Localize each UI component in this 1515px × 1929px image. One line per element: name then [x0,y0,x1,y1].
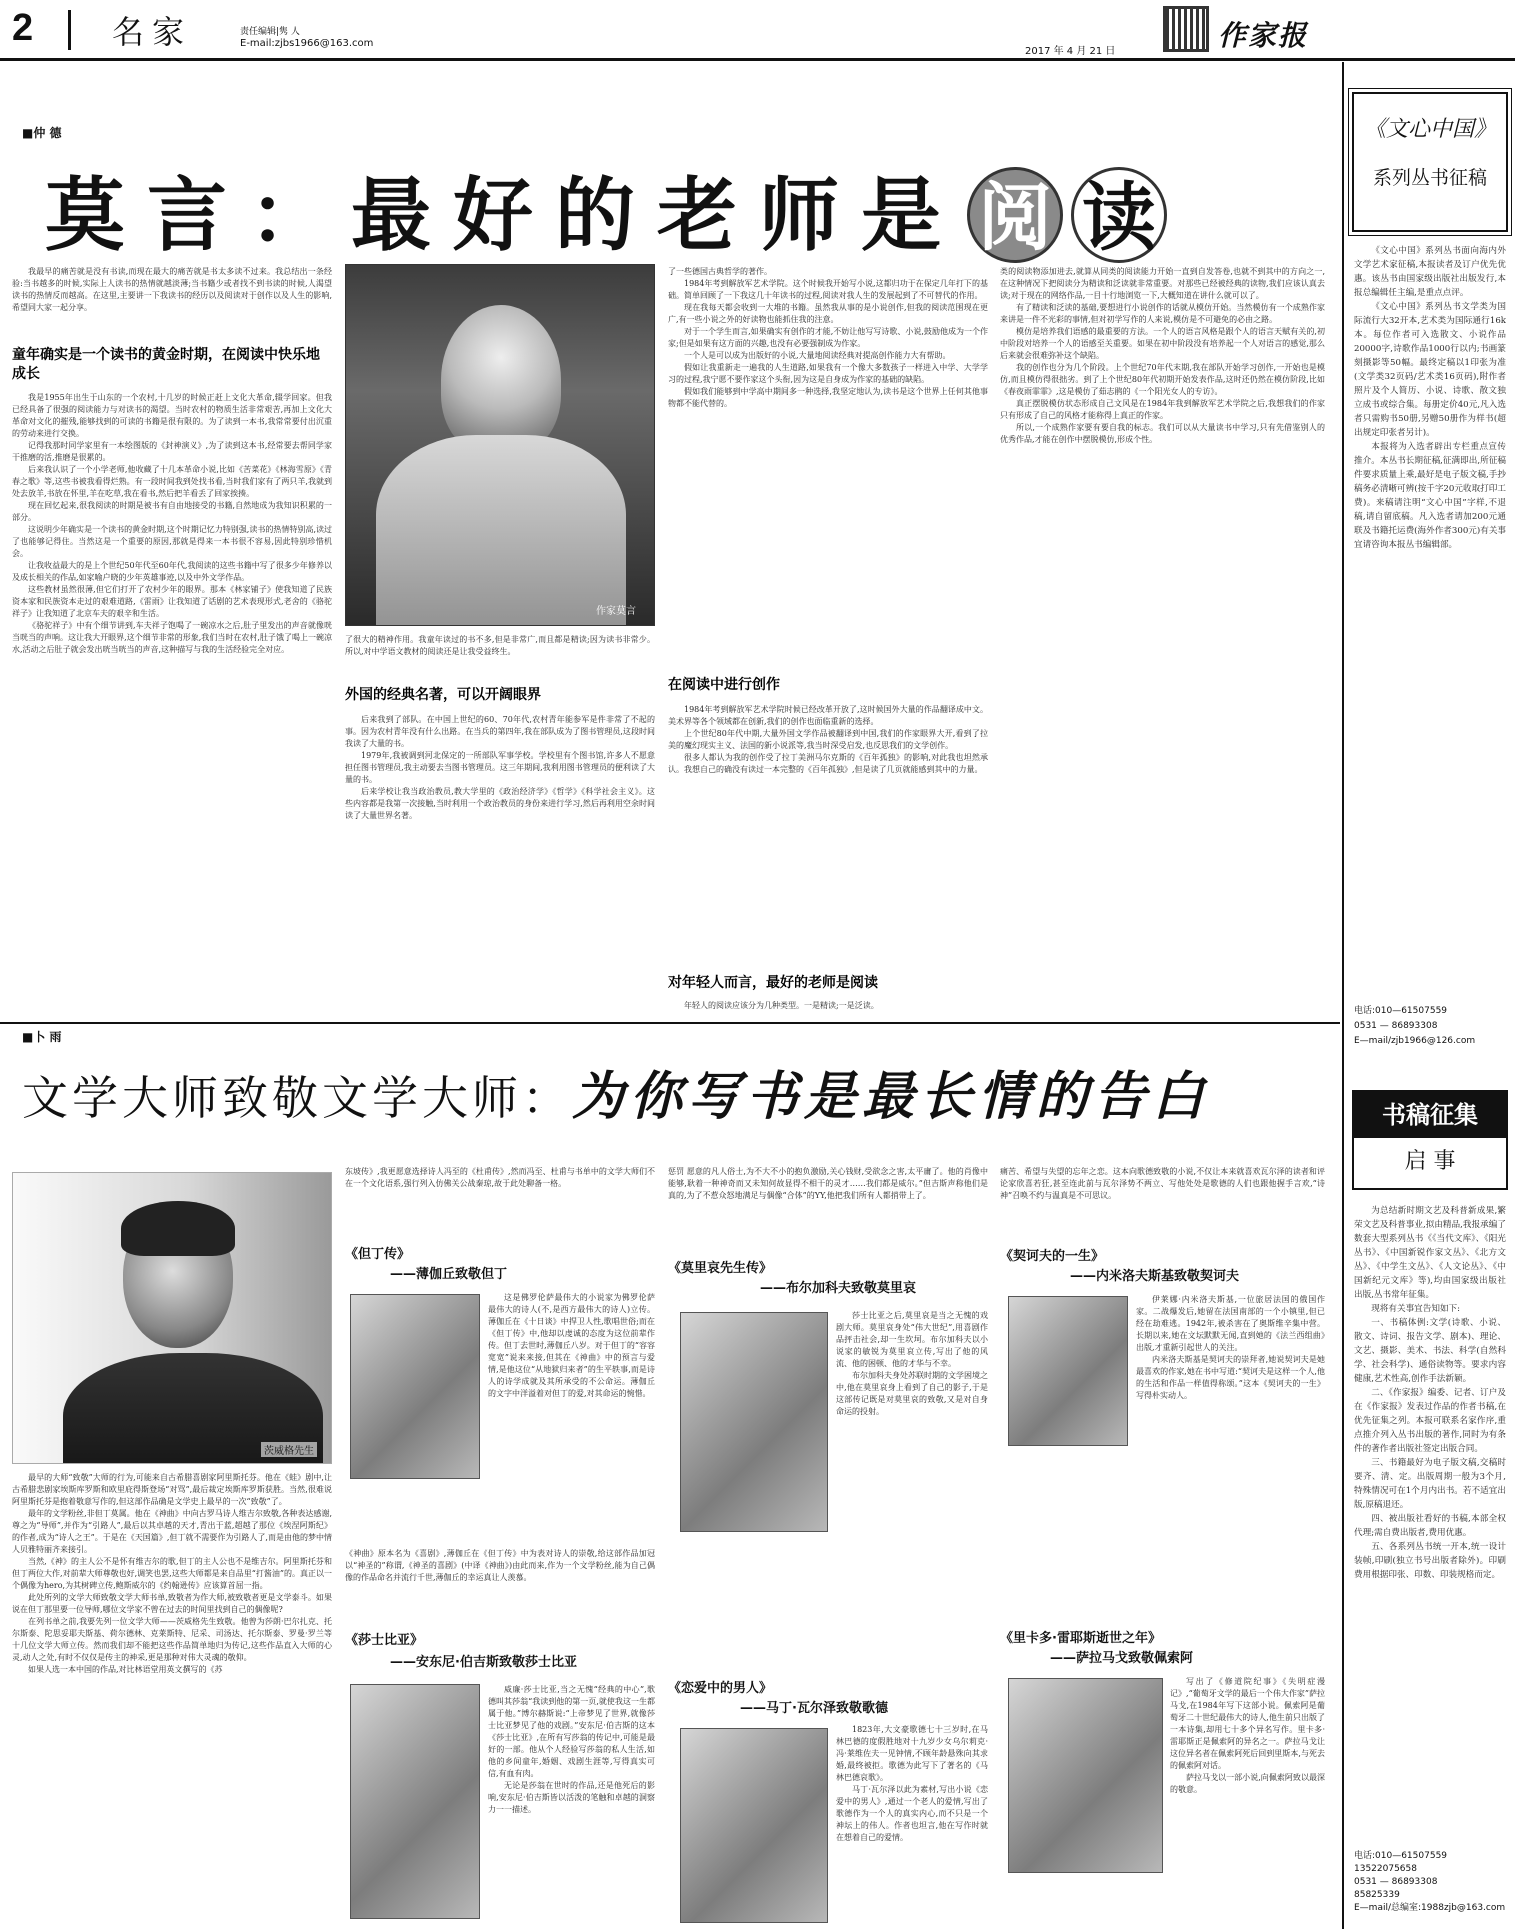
book-5-cover [1008,1296,1128,1446]
paragraph: 如果人选一本中国的作品,对比林语堂用英文撰写的《苏 [28,1665,223,1674]
book-6-subtitle: ——萨拉马戈致敬佩索阿 [1050,1651,1194,1666]
book-1-title: 《但丁传》 [345,1247,411,1262]
notice-2-phone-4: 85825339 [1354,1890,1400,1900]
paragraph: 1984年考到解放军艺术学院。这个时候我开始写小说,这都归功于在保定几年打下的基础。简单回顾了一下我这几十年读书的过程,阅读对我人生的发展起到了不可替代的作用。 [668,279,988,300]
book-5-subtitle: ——内米洛夫斯基致敬契诃夫 [1070,1269,1240,1284]
paragraph: 内米洛夫斯基是契诃夫的崇拜者,她说契诃夫是她最喜欢的作家,她在书中写道:“契诃夫是这样一个人,他的生活和作品一样值得称颂。”这本《契诃夫的一生》写得朴实动人。 [1136,1355,1325,1400]
paragraph: 模仿是培养我们语感的最重要的方法。一个人的语言风格是跟个人的语言天赋有关的,初中阶段对培养一个人的语感至关重要。如果在初中阶段没有培养起一个人对语言的感觉,那么后来就会很难弥补这个缺陷。 [1000,327,1325,360]
paragraph: 1823年,大文豪歌德七十三岁时,在马林巴德的度假胜地对十九岁少女乌尔莉克·冯·莱维佐夫一见钟情,不顾年龄悬殊向其求婚,最终被拒。歌德为此写下了著名的《马林巴德哀歌》。 [836,1725,988,1782]
paragraph: 现将有关事宜告知如下: [1371,1304,1461,1314]
paragraph: 当然,《神》的主人公不是怀有维吉尔的歌,但丁的主人公也不是维吉尔。阿里斯托芬和但丁两位大作,对前辈大师尊敬也好,调笑也罢,这些大师都是来自品里“打酱油”的。真正以一个偶像为hero,为其树碑立传,鲍斯威尔的《约翰逊传》应该算首屈一指。 [12,1557,332,1590]
paragraph: 二、《作家报》编委、记者、订户及在《作家报》发表过作品的作者书稿,在优先征集之列。本报可联系名家作序,重点推介列入丛书出版的著作,同时为有条件的著作者出版社签定出版合同。 [1354,1388,1506,1454]
article-1-col-4 [1000,266,1325,1014]
article-1-subhead-4: 对年轻人而言，最好的老师是阅读 [668,975,878,991]
book-1-cover [350,1294,480,1479]
paragraph: 真正摆脱模仿状态形成自己文风是在1984年我到解放军艺术学院之后,我想我们的作家只有形成了自己的风格才能称得上真正的作家。 [1000,399,1325,420]
paragraph: 后来我认识了一个小学老师,他收藏了十几本革命小说,比如《苦菜花》《林海雪原》《青春之歌》等,这些书被我看得烂熟。有一段时间我到处找书看,当时我们家有了两只羊,我就到处去放羊,书放在怀里,羊在吃草,我在看书,然后把羊看丢了回家挨揍。 [12,465,332,498]
paragraph: 很多人都认为我的创作受了拉丁美洲马尔克斯的《百年孤独》的影响,对此我也坦然承认。我想自己的确没有读过一本完整的《百年孤独》,但是读了几页就能感到其中的力量。 [668,753,988,774]
paragraph: 写出了《修道院纪事》《失明症漫记》,“葡萄牙文学的最后一个伟大作家”萨拉马戈,在1984年写下这部小说。佩索阿是葡萄牙二十世纪最伟大的诗人,他生前只出版了一本诗集,却用七十多个异名写作。里卡多·雷耶斯正是佩索阿的异名之一。萨拉马戈让这位异名者在佩索阿死后回到里斯本,与死去的佩索阿对话。 [1170,1677,1325,1770]
paragraph: 萨拉马戈以一部小说,向佩索阿致以最深的敬意。 [1170,1773,1325,1794]
paragraph: 这说明少年确实是一个读书的黄金时期,这个时期记忆力特别强,读书的热情特别高,读过了也能够记得住。当然这是一个重要的原因,那就是得来一本书很不容易,因此特别珍惜机会。 [12,525,332,558]
article-1-col-2-top [345,634,655,674]
paragraph: 有了精读和泛读的基础,要想进行小说创作的话就从模仿开始。当然模仿有一个成熟作家来讲是一件不光彩的事情,但对初学写作的人来说,模仿是不可避免的必由之路。 [1000,303,1325,324]
photo-hair-icon [121,1201,235,1256]
paragraph: 在列书单之前,我要先列一位文学大师——茨威格先生致敬。他曾为莎朗·巴尔扎克、托尔斯泰、陀思妥耶夫斯基、荷尔德林、克莱斯特、尼采、司汤达、托尔斯泰、罗曼·罗兰等十几位文学大师立传。然而我们却不能把这些作品简单地归为传记,这些作品直入大师的心灵,动人之处,有时不仅仅是传主的神采,更是那种对伟大灵魂的敬仰。 [12,1617,332,1662]
article-1-author: ■仲 德 [22,126,62,140]
paragraph: 《骆驼祥子》中有个细节讲到,车夫祥子饱喝了一碗凉水之后,肚子里发出的声音就像咣当咣当的声响。这让我大开眼界,这个细节非常的形象,我们当时在农村,肚子饿了喝上一碗凉水,活动之后肚子就会发出咣当咣当的声音,这种描写与我的生活经验完全对应。 [12,621,332,654]
book-6-text [1170,1676,1325,1924]
book-1-text [488,1292,655,1542]
paper-name-logo: 作家报 [1218,19,1309,52]
paragraph: 我的创作也分为几个阶段。上个世纪70年代末期,我在部队开始学习创作,一开始也是模仿,而且模仿得很拙劣。到了上个世纪80年代初期开始发表作品,这时还仍然在模仿阶段,比如《春夜雨霏霏》,这是模仿了茹志鹃的《一个阳光女人的专访》。 [1000,363,1325,396]
paragraph: 1984年考到解放军艺术学院时候已经改革开放了,这时候国外大量的作品翻译成中文。美术界等各个领域都在创新,我们的创作也面临重新的选择。 [668,705,988,726]
sidebar-rule [1342,62,1344,1929]
article-2-col-4-top: 痛苦、希望与失望的忘年之恋。这本向歌德致敬的小说,不仅让本来就喜欢瓦尔泽的读者和评论家欣喜若狂,甚至连此前与瓦尔泽势不两立、写他处处是歌德的人们也跟他握手言欢,“诗神”召唤不约与温真是不可思议。 [1000,1167,1325,1200]
book-2-cover [350,1684,480,1919]
paragraph: 后来我到了部队。在中国上世纪的60、70年代,农村青年能参军是件非常了不起的事。因为农村青年没有什么出路。在当兵的第四年,我在部队成为了图书管理员,这段时间我读了大量的书。 [345,715,655,748]
paragraph: 最早的大师“致敬”大师的行为,可能来自古希腊喜剧家阿里斯托芬。他在《蛙》剧中,让古希腊悲剧家埃斯库罗斯和欧里庇得斯登场“对骂”,最后裁定埃斯库罗斯获胜。当然,很难说阿里斯托芬是抱着敬意写作的,但这部作品确是文学史上最早的一次“致敬”了。 [12,1473,332,1506]
article-2-col-1 [12,1472,332,1924]
paragraph: 这是佛罗伦萨最伟大的小说家为佛罗伦萨最伟大的诗人(不,是西方最伟大的诗人)立传。薄伽丘在《十日谈》中捍卫人性,歌唱世俗;而在《但丁传》中,他却以虔诚的态度为这位前辈作传。但丁去世时,薄伽丘八岁。对于但丁的“容容宽宽”说来来接,但其在《神曲》中的预言与爱情,是他这位“从地狱归来者”的生平轶事,而是诗人的诗学成就及其所承受的不公命运。薄伽丘的文字中洋溢着对但丁的爱,对其命运的惋惜。 [488,1293,655,1398]
paragraph: 威廉·莎士比亚,当之无愧“经典的中心”,歌德叫其莎翁“我读到他的第一页,就使我这一生都属于他。”博尔赫斯说:“上帝梦见了世界,就像莎士比亚梦见了他的戏剧。”安东尼·伯吉斯的这本《莎士比亚》,在所有写莎翁的传记中,可能是最好的一部。他从个人经验写莎翁的私人生活,如他的乡间童年,婚姻、戏剧生涯等,写得真实可信,有血有肉。 [488,1685,655,1778]
paragraph: 1979年,我被调到河北保定的一所部队军事学校。学校里有个图书馆,许多人不愿意担任图书管理员,我主动要去当图书管理员。这三年期间,我利用图书管理员的便利读了大量的书。 [345,751,655,784]
article-2-title-a: 文学大师致敬文学大师： [22,1071,572,1125]
notice-1-phone-2: 0531 — 86893308 [1354,1021,1438,1031]
paragraph: 无论是莎翁在世时的作品,还是他死后的影响,安东尼·伯吉斯皆以活泼的笔触和卓越的洞察力一一描述。 [488,1781,655,1814]
notice-2-title-a: 书稿征集 [1354,1092,1506,1138]
notice-2-body [1354,1204,1506,1844]
article-1-col-3-end: 年轻人的阅读应该分为几种类型。一是精读;一是泛读。 [684,1001,879,1010]
paragraph: 对于一个学生而言,如果确实有创作的才能,不妨让他写写诗歌、小说,鼓励他成为一个作家;但是如果有这方面的兴趣,也没有必要强制成为作家。 [668,327,988,348]
book-4-subtitle: ——马丁·瓦尔泽致敬歌德 [740,1701,888,1716]
book-2-text [488,1684,655,1924]
book-1-subtitle: ——薄伽丘致敬但丁 [390,1267,508,1282]
article-1-title-main: 莫言：最好的老师是 [45,168,963,262]
article-2 [0,1024,1340,1929]
paragraph: 一个人是可以成为出版好的小说,大量地阅读经典对提高创作能力大有帮助。 [684,351,951,360]
paragraph: 马丁·瓦尔泽以此为素材,写出小说《恋爱中的男人》,通过一个老人的爱情,写出了歌德作为一个人的真实内心,而不只是一个神坛上的伟人。作者也坦言,他在写作时就在想着自己的爱情。 [836,1785,988,1842]
paragraph: 四、被出版社看好的书稿,本部全权代理;需自费出版者,费用优惠。 [1354,1514,1506,1538]
book-4-title: 《恋爱中的男人》 [668,1681,773,1696]
book-6-title: 《里卡多·雷耶斯逝世之年》 [1000,1631,1161,1646]
paragraph: 了一些德国古典哲学的著作。 [668,267,772,276]
photo-figure-icon [441,305,561,455]
article-1-subhead-2: 外国的经典名著，可以开阔眼界 [345,687,541,703]
paragraph: 我是1955年出生于山东的一个农村,十几岁的时候正赶上文化大革命,辍学回家。但我已经具备了很强的阅读能力与对读书的渴望。当时农村的物质生活非常艰苦,再加上文化大革命对文化的摧残,能够找到的可读的书籍是很有限的。为了读到一本书,我常常要付出沉重的劳动来进行交换。 [12,393,332,438]
paragraph: 了很大的精神作用。我童年读过的书不多,但是非常广,而且都是精读;因为读书非常少。所以,对中学语文教材的阅读还是让我受益终生。 [345,635,655,656]
notice-2-contact [1354,1850,1506,1915]
paragraph: 五、各系列丛书统一开本,统一设计装帧,印刷(独立书号出版者除外)。印刷费用根据印张、印数、印装规格而定。 [1354,1542,1506,1580]
paragraph: 三、书籍最好为电子版文稿,交稿时要齐、清、定。出版周期一般为3个月,特殊情况可在1个月内出书。若不适宜出版,原稿退还。 [1354,1458,1506,1510]
page-number: 2 [12,7,34,49]
photo-shirt-icon [376,435,626,626]
paragraph: 伊莱娜·内米洛夫斯基,一位旅居法国的俄国作家。二战爆发后,她留在法国南部的一个小镇里,但已经在劫难逃。1942年,被杀害在了奥斯维辛集中营。长期以来,她在文坛默默无闻,直到她的《法兰西组曲》出版,才重新引起世人的关注。 [1136,1295,1325,1352]
notice-1-title-box [1352,92,1508,232]
paragraph: 假如让我重新走一遍我的人生道路,如果我有一个像大多数孩子一样进入中学、大学学习的过程,我宁愿不要作家这个头衔,因为这是自身成为作家的基础的缺陷。 [668,363,988,384]
book-3-cover [680,1312,828,1532]
paragraph: 让我收益最大的是上个世纪50年代至60年代,我阅读的这些书籍中写了很多少年修养以及成长相关的作品,如家喻户晓的少年英雄事迹,以及中外文学作品。 [12,561,332,582]
book-5-title: 《契诃夫的一生》 [1000,1249,1105,1264]
mo-yan-photo [345,264,655,626]
page-header [0,0,1515,62]
notice-1-contact [1354,1004,1506,1049]
article-1-col-2 [345,714,655,1012]
zweig-photo [12,1172,332,1464]
paragraph: 类的阅读物添加进去,就算从同类的阅读能力开始一直到自发答卷,也就不到其中的方向之一,在这种情况下把阅读分为精读和泛读就非常重要。对那些已经被经典的读物,我们应该认真去读;对于现在的网络作品,一目十行地浏览一下,大概知道在讲什么就可以了。 [1000,267,1325,300]
notice-1-title-a: 《文心中国》 [1363,117,1496,142]
book-4-text [836,1724,988,1924]
paragraph: 最年的文学粉丝,非但丁莫属。他在《神曲》中向古罗马诗人维吉尔致敬,各种表达感谢,尊之为“导师”,并作为“引路人”,最后以其卓越的天才,青出于蓝,超越了那位《埃涅阿斯纪》的作者,成为“诗人之王”。于是在《天国篇》,但丁就不需要作为引路人了,而是由他的梦中情人贝雅特丽齐来接引。 [12,1509,332,1554]
paragraph: 上个世纪80年代中期,大量外国文学作品被翻译到中国,我们的作家眼界大开,看到了拉美的魔幻现实主义、法国的新小说派等,我当时深受启发,也反思我们的文学创作。 [668,729,988,750]
book-4-cover [680,1728,828,1923]
paragraph: 所以,一个成熟作家要有要自我的标志。我们可以从大量读书中学习,只有先借鉴别人的优秀作品,才能在创作中摆脱模仿,形成个性。 [1000,423,1325,444]
article-1-col-3 [668,704,988,962]
header-rule [0,58,1515,61]
paragraph: 后来学校让我当政治教员,教大学里的《政治经济学》《哲学》《科学社会主义》。这些内容都是我第一次接触,当时利用一个政治教员的身份来进行学习,然后再利用空余时间读了大量世界名著。 [345,787,655,820]
paragraph: 莎士比亚之后,莫里哀是当之无愧的戏剧大师。莫里哀身处“伟大世纪”,用喜剧作品抨击社会,却一生坎坷。布尔加科夫以小说家的敏锐为莫里哀立传,写出了他的风流、他的困顿、他的才华与不幸。 [836,1311,988,1368]
notice-2-title-b: 启 事 [1404,1149,1456,1174]
notice-1-email: E—mail/zjb1966@126.com [1354,1036,1476,1046]
article-1-subhead-3: 在阅读中进行创作 [668,677,780,693]
book-3-subtitle: ——布尔加科夫致敬莫里哀 [760,1281,917,1296]
article-2-col-2-top: 东坡传》,我更愿意选择诗人冯至的《杜甫传》,然而冯至、杜甫与书单中的文学大师们不在一个文化语系,强行列入仿佛关公战秦琼,故于此处聊备一格。 [345,1167,655,1188]
paragraph: 现在回忆起来,很我阅读的时期是被书有自由地接受的书籍,自然地成为我知识积累的一部分。 [12,501,332,522]
article-1-col-3-top [668,266,988,666]
notice-2-email: E—mail/总编室:1988zjb@163.com [1354,1903,1506,1913]
paragraph: 现在我每天都会收到一大堆的书籍。虽然我从事的是小说创作,但我的阅读范围现在更广,有一些小说之外的好读物也能抓住我的注意。 [668,303,988,324]
section-title: 名家 [112,13,193,51]
header-divider [68,10,71,50]
book-5-text [1136,1294,1325,1614]
book-2-title: 《莎士比亚》 [345,1633,424,1648]
paragraph: 为总结新时期文艺及科普新成果,繁荣文艺及科普事业,拟由精品,我报承编了数套大型系列丛书《《当代文库》、《阳光丛书》、《中国新锐作家文丛》、《北方文丛》、《中学生文丛》、《人文论丛》、《中国新纪元文库》等),均由国家级出版社出版,丛书常年征集。 [1354,1206,1506,1300]
notice-2-phone: 电话:010—61507559 [1354,1851,1448,1861]
notice-1-phone: 电话:010—61507559 [1354,1006,1448,1016]
paragraph: 《文心中国》系列丛书文学类为国际流行大32开本,艺术类为国际通行16k本。每位作者可入选散文、小说作品20000字,诗歌作品1000行以内;书画篆刻摄影等50幅。最终定稿以1印张为准(文学类32页码/艺术类16页码),附作者照片及个人简历、小说、诗歌、散文独立成书或综合集。每册定价40元,凡入选者只需购书50册,另赠50册作为样书(超出规定印张者另计)。 [1354,302,1506,438]
article-2-author: ■卜 雨 [22,1030,62,1044]
editor-credit: 责任编辑|隽 人 [240,27,300,37]
notice-2-phone-2: 13522075658 [1354,1864,1417,1874]
paragraph: 假如我们能够到中学高中期间多一种选择,我坚定地认为,读书是这个世界上任何其他事物都不能代替的。 [668,387,988,408]
qr-code-icon [1163,6,1209,52]
issue-date: 2017 年 4 月 21 日 [1025,46,1116,57]
article-1-col-1 [12,392,332,1012]
notice-2-title-box [1352,1090,1508,1190]
book-6-cover [1008,1678,1163,1873]
paragraph: 布尔加科夫身处苏联时期的文学困境之中,他在莫里哀身上看到了自己的影子,于是这部传记既是对莫里哀的致敬,又是对自身命运的投射。 [836,1371,988,1416]
editor-email: E-mail:zjbs1966@163.com [240,38,374,49]
notice-2-phone-3: 0531 — 86893308 [1354,1877,1438,1887]
paragraph: 这些教材虽然很薄,但它们打开了农村少年的眼界。那本《林家铺子》使我知道了民族资本家和民族资本走过的艰难道路,《雷雨》让我知道了话剧的艺术表现形式,老舍的《骆驼祥子》让我知道了北京车夫的艰辛和生活。 [12,585,332,618]
article-1 [0,62,1340,1020]
notice-1-title-b: 系列丛书征稿 [1372,167,1487,189]
sidebar [1348,62,1512,1922]
article-2-title-b: 为你写书是最长情的告白 [572,1066,1211,1127]
paragraph: 此处所列的文学大师致敬文学大师书单,致敬者为作大师,被致敬者更是文学泰斗。如果说在但丁那里要一位导师,哪位文学家不曾在过去的时间里找到自己的偶像呢? [12,1593,332,1614]
notice-1-body [1354,244,1506,1002]
book-1-tail: 《神曲》原本名为《喜剧》,薄伽丘在《但丁传》中为表对诗人的崇敬,给这部作品加冠以“神圣的”称谓,《神圣的喜剧》(中译《神曲》)由此而来,作为一个文学粉丝,能为自己偶像的作品命名并流行千世,薄伽丘的幸运真让人羡慕。 [345,1549,655,1582]
article-2-title [22,1062,1210,1133]
book-3-title: 《莫里哀先生传》 [668,1261,773,1276]
article-1-title [45,160,1167,270]
article-1-lead: 我最早的痛苦就是没有书读,而现在最大的痛苦就是书太多读不过来。我总结出一条经验:当书越多的时候,实际上人读书的热情就越淡薄;当书籍少或者找不到书读的时候,人渴望读书的热情反而越高。在这里,主要讲一下我读书的经历以及阅读对于创作以及人生的影响,希望同大家一起分享。 [12,267,332,312]
paragraph: 一、书稿体例:文学(诗歌、小说、散文、诗词、报告文学、剧本)、理论、文艺、摄影、美术、书法、科学(自然科学、社会科学)、通俗读物等。要求内容健康,艺术性高,创作手法新颖。 [1354,1318,1506,1384]
paragraph: 记得我那时同学家里有一本绘图版的《封神演义》,为了读到这本书,经常要去帮同学家干推磨的活,推磨是很累的。 [12,441,332,462]
paragraph: 本报将为入选者辟出专栏重点宣传推介。本丛书长期征稿,征满即出,所征稿件要求质量上乘,最好是电子版文稿,手抄稿务必清晰可辨(按千字20元收取打印工费)。来稿请注明“文心中国”字样,不退稿,请自留底稿。凡入选者请加200元通联及书籍托运费(海外作者300元)有关事宜请咨询本报丛书编辑部。 [1354,442,1506,550]
photo-caption: 作家莫言 [596,606,636,617]
article-1-subhead-1: 童年确实是一个读书的黄金时期，在阅读中快乐地成长 [12,347,320,382]
photo-caption: 茨威格先生 [261,1442,317,1457]
title-circle-char-2: 读 [1071,167,1167,263]
book-2-subtitle: ——安东尼·伯吉斯致敬莎士比亚 [390,1655,577,1670]
article-2-col-3-top: 惩罚 愿意的凡人俗士,为不大不小的抱负激励,关心钱财,受欲念之害,太平庸了。他的肖像中能够,耿着一种神奇而又未知何故显得不相干的灵才……我们都是威尔。”但吉斯声称他们是真的,为了不惹众怒地满足与偶像“合体”的YY,他把我们所有人都捎带上了。 [668,1167,988,1200]
paragraph: 《文心中国》系列丛书面向海内外文学艺术家征稿,本报读者及订户优先优惠。该丛书由国家级出版社出版发行,本报总编辑任主编,是重点点评。 [1354,246,1506,298]
book-3-text [836,1310,988,1670]
title-circle-char-1: 阅 [967,167,1063,263]
